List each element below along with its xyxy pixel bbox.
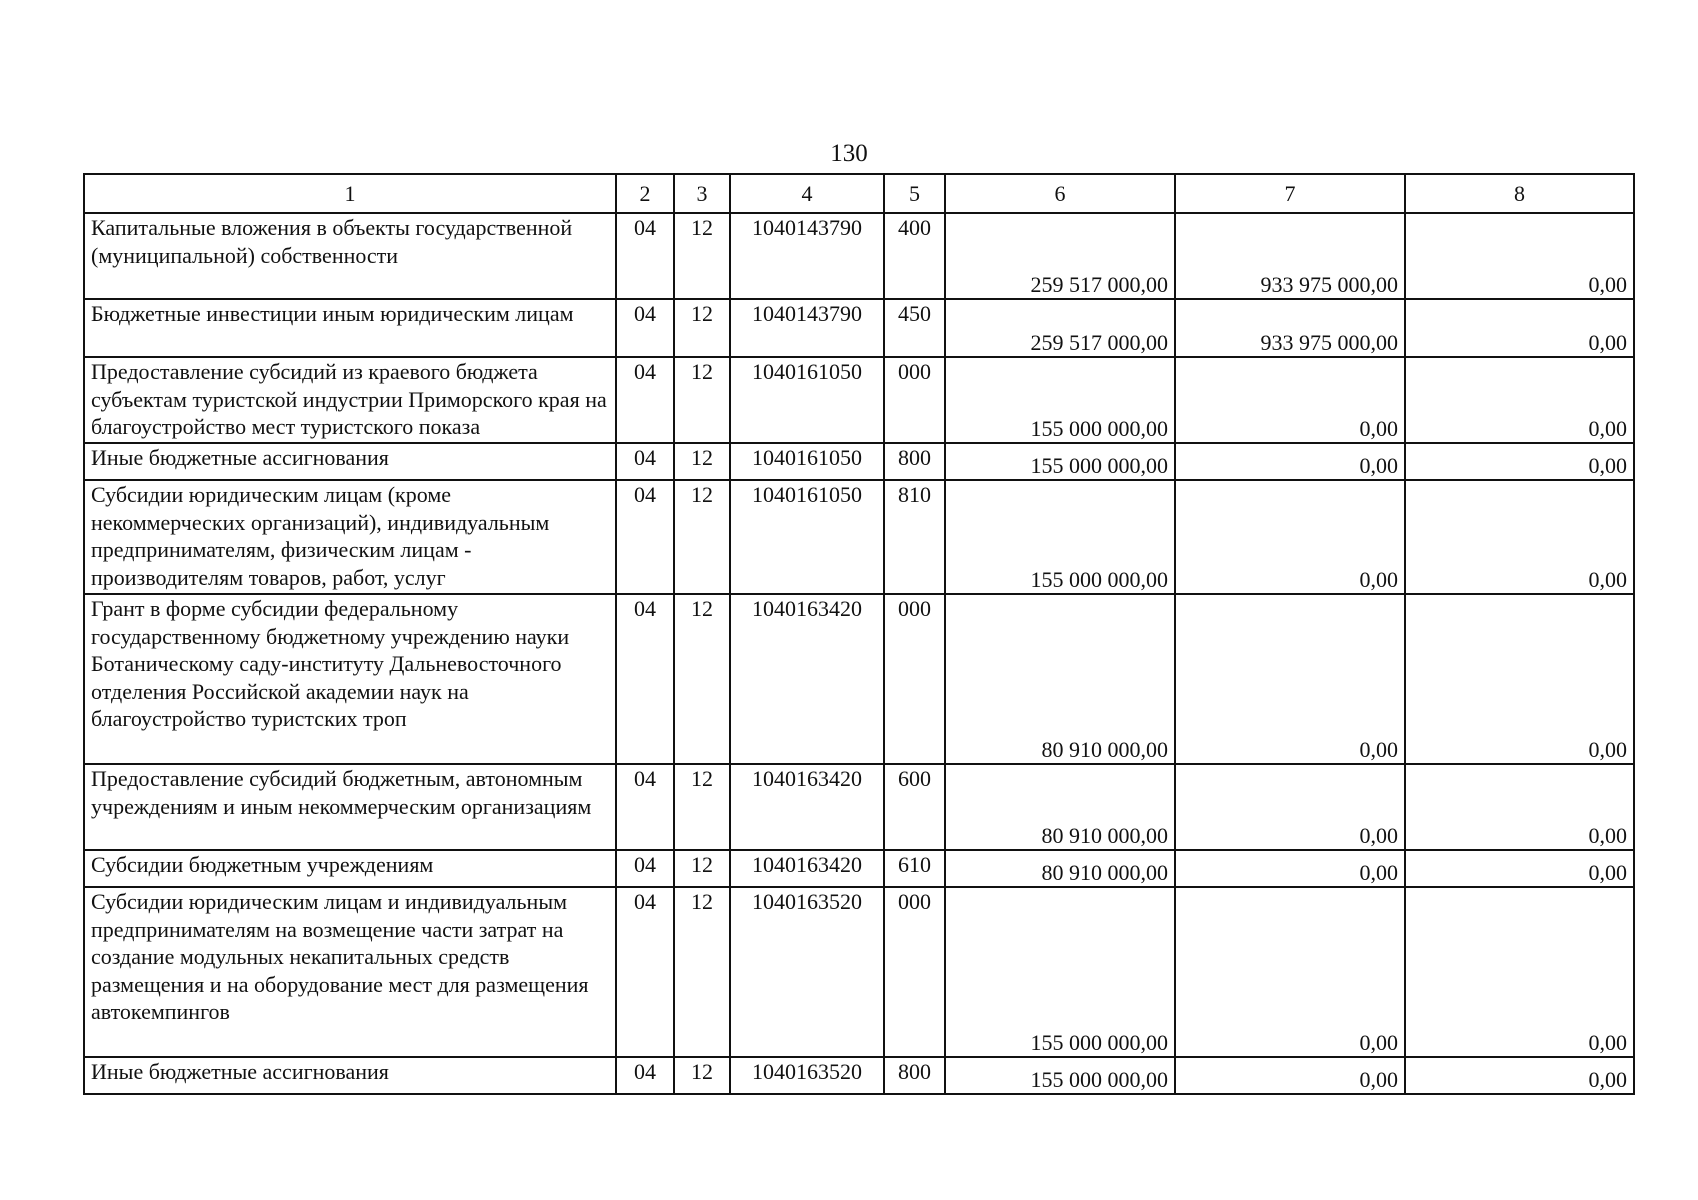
expense-type-code: 000 [884, 357, 945, 443]
row-name: Субсидии юридическим лицам и индивидуальным предпринимателям на возмещение части затрат на создание модульных некапитальных средств размещения и на оборудование мест для размещения автокемпингов [84, 887, 616, 1057]
target-code: 1040161050 [730, 443, 884, 480]
expense-type-code: 810 [884, 480, 945, 594]
column-header: 5 [884, 174, 945, 213]
section-code: 04 [616, 850, 674, 887]
amount-col-7: 0,00 [1175, 887, 1405, 1057]
row-name: Предоставление субсидий из краевого бюджета субъектам туристской индустрии Приморского края на благоустройство мест туристского показа [84, 357, 616, 443]
expense-type-code: 800 [884, 1057, 945, 1094]
amount-col-8: 0,00 [1405, 1057, 1634, 1094]
column-header: 7 [1175, 174, 1405, 213]
column-header: 1 [84, 174, 616, 213]
amount-col-6: 155 000 000,00 [945, 443, 1175, 480]
subsection-code: 12 [674, 443, 730, 480]
row-name: Капитальные вложения в объекты государственной (муниципальной) собственности [84, 213, 616, 299]
target-code: 1040161050 [730, 357, 884, 443]
page-number: 130 [830, 140, 868, 167]
amount-col-8: 0,00 [1405, 594, 1634, 764]
amount-col-7: 0,00 [1175, 357, 1405, 443]
amount-col-6: 155 000 000,00 [945, 357, 1175, 443]
expense-type-code: 000 [884, 887, 945, 1057]
expense-type-code: 800 [884, 443, 945, 480]
amount-col-7: 0,00 [1175, 443, 1405, 480]
target-code: 1040163420 [730, 850, 884, 887]
expense-type-code: 600 [884, 764, 945, 850]
amount-col-8: 0,00 [1405, 357, 1634, 443]
amount-col-7: 933 975 000,00 [1175, 213, 1405, 299]
section-code: 04 [616, 1057, 674, 1094]
column-header: 8 [1405, 174, 1634, 213]
expense-type-code: 450 [884, 299, 945, 357]
amount-col-7: 0,00 [1175, 480, 1405, 594]
column-header: 2 [616, 174, 674, 213]
section-code: 04 [616, 443, 674, 480]
subsection-code: 12 [674, 594, 730, 764]
amount-col-6: 155 000 000,00 [945, 887, 1175, 1057]
section-code: 04 [616, 887, 674, 1057]
table-row [84, 357, 1634, 443]
target-code: 1040163420 [730, 764, 884, 850]
row-name: Предоставление субсидий бюджетным, автономным учреждениям и иным некоммерческим организациям [84, 764, 616, 850]
amount-col-8: 0,00 [1405, 850, 1634, 887]
section-code: 04 [616, 357, 674, 443]
row-name: Бюджетные инвестиции иным юридическим лицам [84, 299, 616, 357]
budget-table [83, 173, 1635, 1095]
table-row [84, 887, 1634, 1057]
row-name: Грант в форме субсидии федеральному государственному бюджетному учреждению науки Ботаническому саду-институту Дальневосточного отделения Российской академии наук на благоустройство туристских троп [84, 594, 616, 764]
section-code: 04 [616, 299, 674, 357]
subsection-code: 12 [674, 357, 730, 443]
row-name: Иные бюджетные ассигнования [84, 443, 616, 480]
subsection-code: 12 [674, 850, 730, 887]
amount-col-6: 80 910 000,00 [945, 594, 1175, 764]
amount-col-8: 0,00 [1405, 764, 1634, 850]
table-header-row [84, 174, 1634, 213]
table-row [84, 594, 1634, 764]
table-row [84, 1057, 1634, 1094]
amount-col-6: 155 000 000,00 [945, 1057, 1175, 1094]
subsection-code: 12 [674, 1057, 730, 1094]
subsection-code: 12 [674, 764, 730, 850]
expense-type-code: 400 [884, 213, 945, 299]
amount-col-7: 933 975 000,00 [1175, 299, 1405, 357]
amount-col-8: 0,00 [1405, 443, 1634, 480]
expense-type-code: 610 [884, 850, 945, 887]
target-code: 1040161050 [730, 480, 884, 594]
amount-col-7: 0,00 [1175, 594, 1405, 764]
subsection-code: 12 [674, 887, 730, 1057]
target-code: 1040143790 [730, 213, 884, 299]
table-row [84, 764, 1634, 850]
table-row [84, 299, 1634, 357]
amount-col-6: 80 910 000,00 [945, 850, 1175, 887]
target-code: 1040163520 [730, 1057, 884, 1094]
column-header: 6 [945, 174, 1175, 213]
column-header: 4 [730, 174, 884, 213]
column-header: 3 [674, 174, 730, 213]
section-code: 04 [616, 213, 674, 299]
section-code: 04 [616, 480, 674, 594]
amount-col-7: 0,00 [1175, 1057, 1405, 1094]
row-name: Иные бюджетные ассигнования [84, 1057, 616, 1094]
target-code: 1040143790 [730, 299, 884, 357]
table-row [84, 443, 1634, 480]
row-name: Субсидии бюджетным учреждениям [84, 850, 616, 887]
amount-col-6: 259 517 000,00 [945, 299, 1175, 357]
amount-col-8: 0,00 [1405, 299, 1634, 357]
amount-col-8: 0,00 [1405, 480, 1634, 594]
subsection-code: 12 [674, 480, 730, 594]
amount-col-8: 0,00 [1405, 213, 1634, 299]
amount-col-7: 0,00 [1175, 850, 1405, 887]
section-code: 04 [616, 764, 674, 850]
target-code: 1040163520 [730, 887, 884, 1057]
expense-type-code: 000 [884, 594, 945, 764]
subsection-code: 12 [674, 299, 730, 357]
table-row [84, 480, 1634, 594]
subsection-code: 12 [674, 213, 730, 299]
section-code: 04 [616, 594, 674, 764]
amount-col-6: 155 000 000,00 [945, 480, 1175, 594]
amount-col-6: 259 517 000,00 [945, 213, 1175, 299]
table-row [84, 850, 1634, 887]
row-name: Субсидии юридическим лицам (кроме некоммерческих организаций), индивидуальным предпринимателям, физическим лицам - производителям товаров, работ, услуг [84, 480, 616, 594]
amount-col-6: 80 910 000,00 [945, 764, 1175, 850]
amount-col-8: 0,00 [1405, 887, 1634, 1057]
table-row [84, 213, 1634, 299]
amount-col-7: 0,00 [1175, 764, 1405, 850]
target-code: 1040163420 [730, 594, 884, 764]
